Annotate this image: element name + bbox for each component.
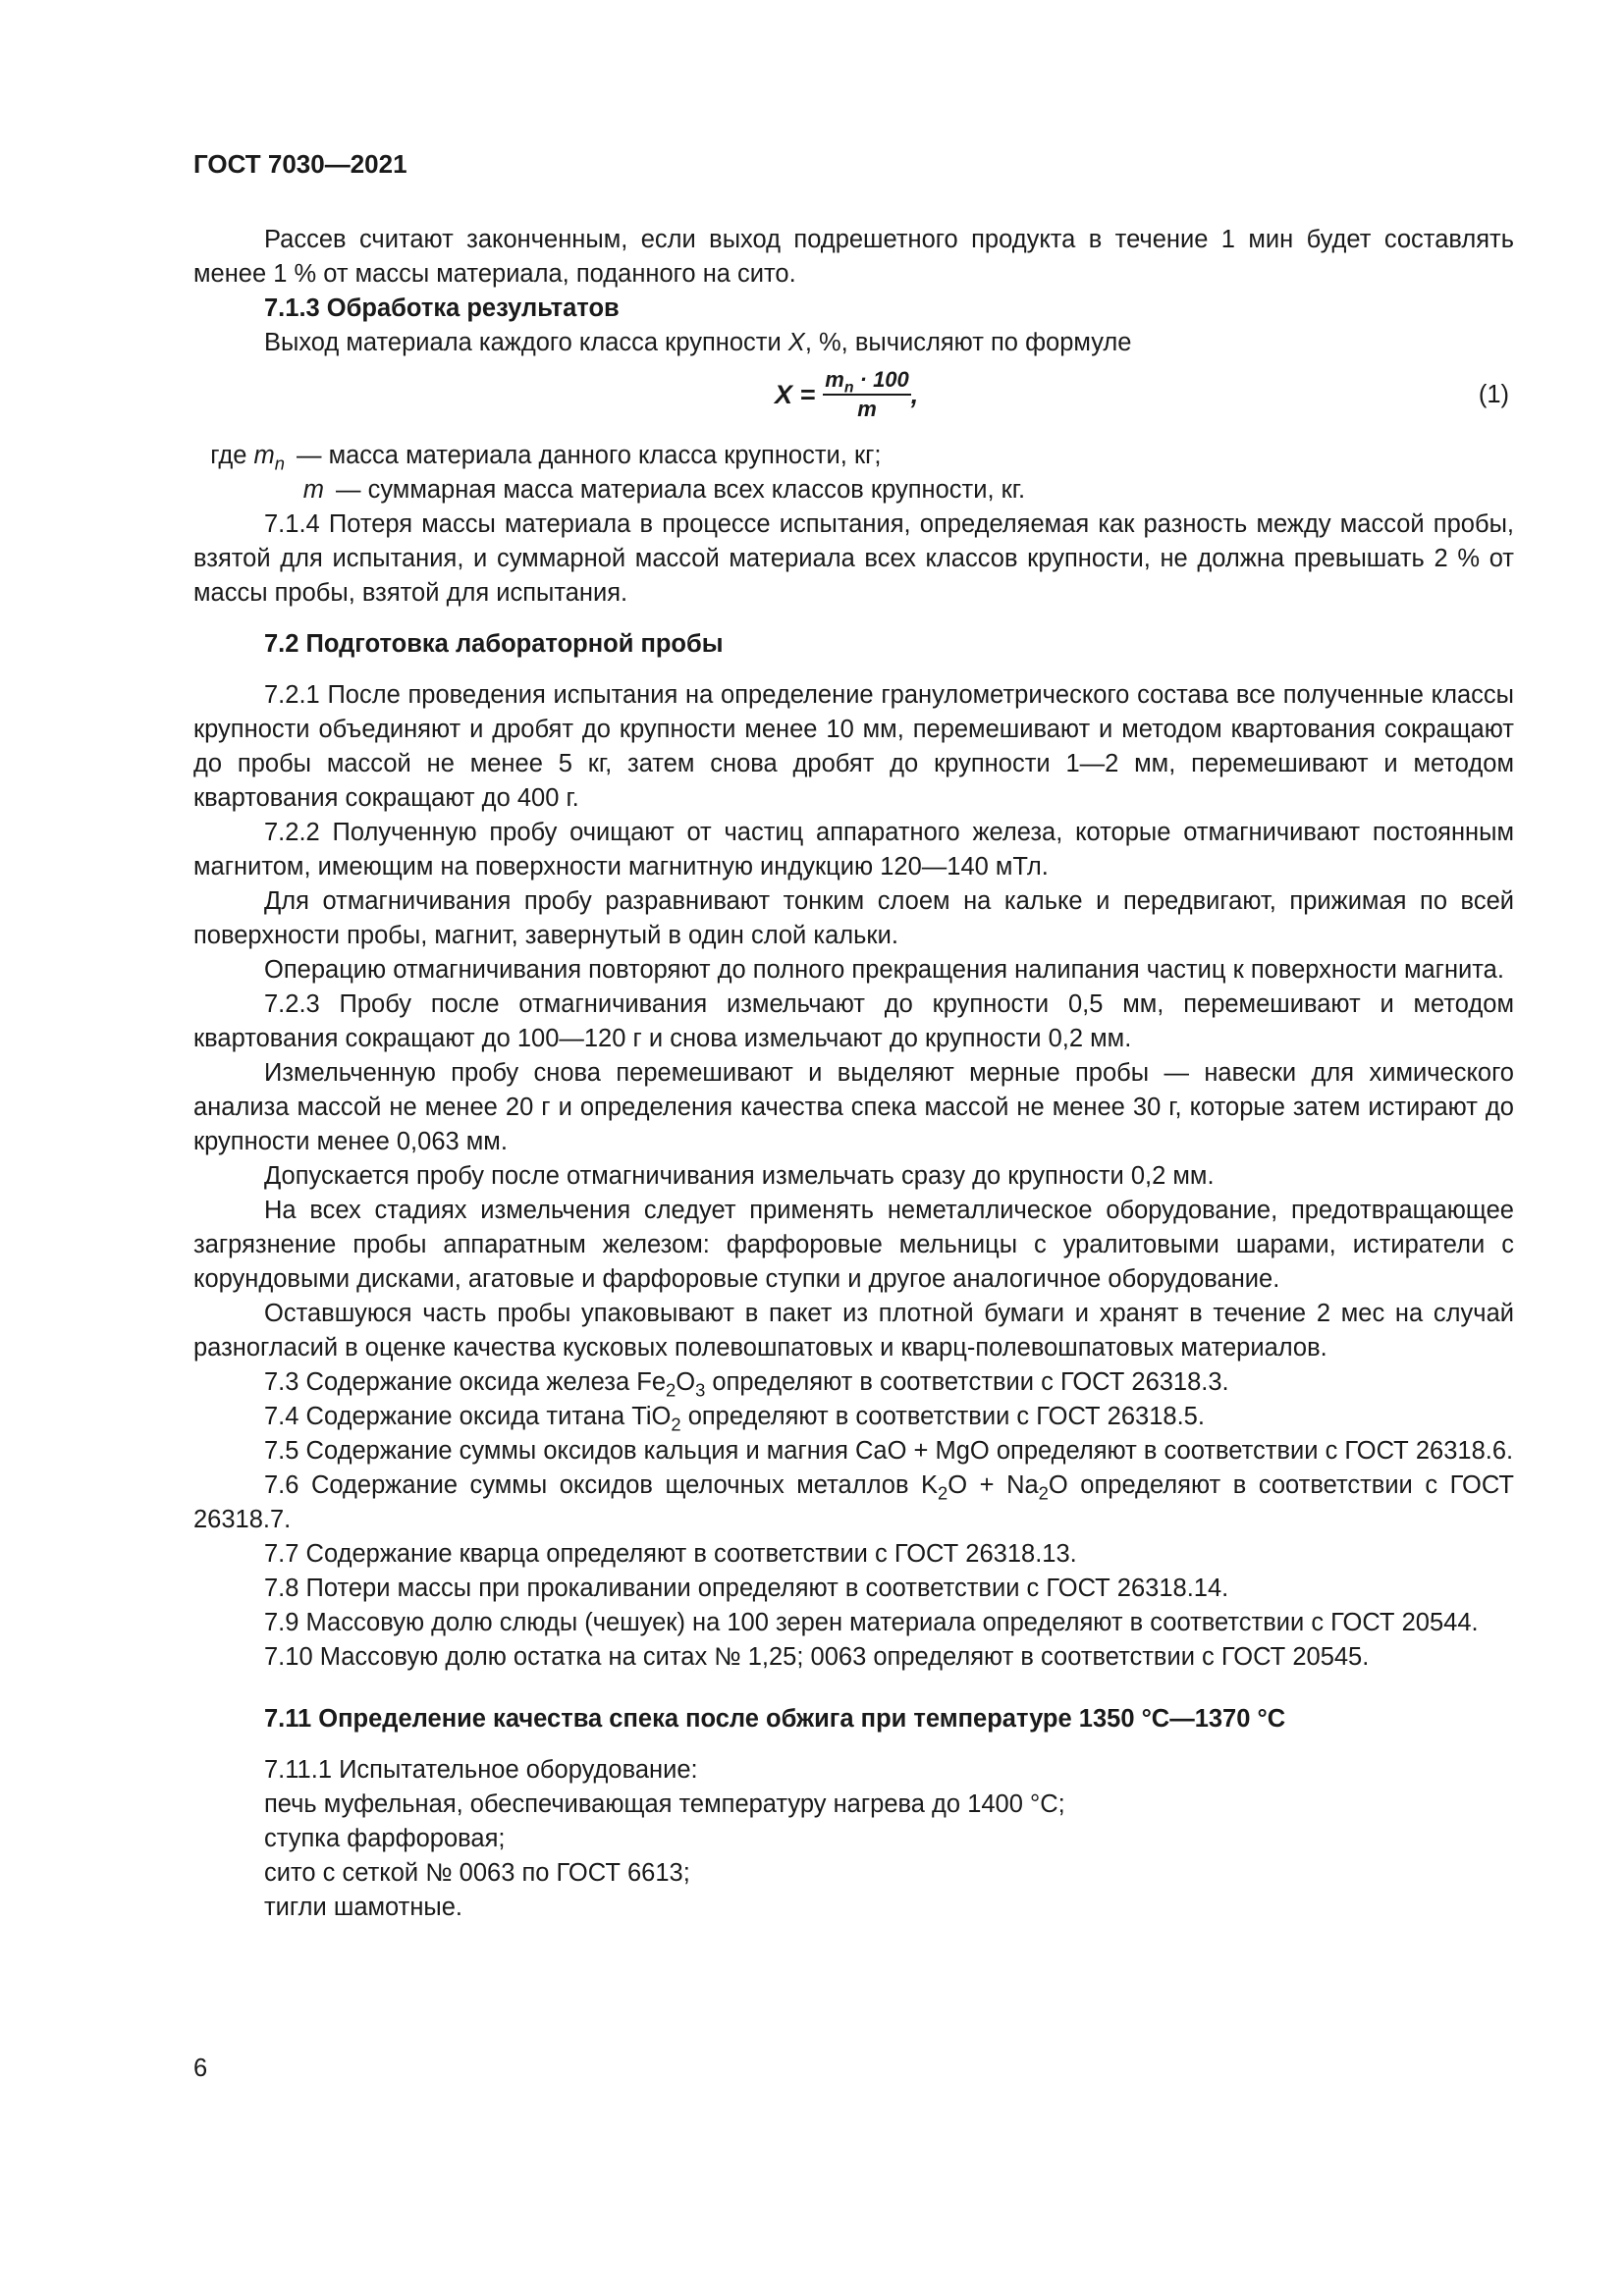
formula-fraction [823, 366, 911, 423]
paragraph-7-6: 7.6 Содержание суммы оксидов щелочных металлов $K_2O + Na_2O$ определяют в соответствии с ГОСТ 26318.7. [193, 1471, 1514, 1533]
paragraph-7-2-2-c: Операцию отмагничивания повторяют до полного прекращения налипания частиц к поверхности магнита. [264, 956, 1504, 984]
paragraph-7-7: 7.7 Содержание кварца определяют в соответствии с ГОСТ 26318.13. [264, 1540, 1077, 1568]
paragraph-7-2-2: 7.2.2 Полученную пробу очищают от частиц аппаратного железа, которые отмагничивают постоянным магнитом, имеющим на поверхности магнитную индукцию 120—140 мТл. [193, 819, 1514, 881]
equipment-list-item: ступка фарфоровая; [264, 1825, 506, 1852]
paragraph-7-2-3-e: Оставшуюся часть пробы упаковывают в пакет из плотной бумаги и хранят в течение 2 мес на случай разногласий в оценке качества кусковых полевошпатовых и кварц-полевошпатовых материалов. [193, 1300, 1514, 1362]
equipment-list-item: сито с сеткой № 0063 по ГОСТ 6613; [264, 1859, 690, 1887]
formula-numerator: $m_n \cdot 100$ [825, 367, 909, 397]
paragraph-7-2-2-b: Для отмагничивания пробу разравнивают тонким слоем на кальке и передвигают, прижимая по всей поверхности пробы, магнит, завернутый в один слой кальки. [193, 887, 1514, 949]
paragraph-sieving-end: Рассев считают законченным, если выход подрешетного продукта в течение 1 мин будет составлять менее 1 % от массы материала, поданного на сито. [193, 226, 1514, 288]
equipment-list-item: 7.11.1 Испытательное оборудование: [264, 1756, 698, 1784]
paragraph-7-5: 7.5 Содержание суммы оксидов кальция и магния CaO + MgO определяют в соответствии с ГОСТ 26318.6. [264, 1437, 1514, 1465]
paragraph-7-1-4: 7.1.4 Потеря массы материала в процессе испытания, определяемая как разность между массой пробы, взятой для испытания, и суммарной массой материала всех классов крупности, не должна превышать 2 % от массы пробы, взятой для испытания. [193, 510, 1514, 607]
where-line-2: m — суммарная масса материала всех классов крупности, кг. [302, 476, 1026, 504]
paragraph-7-10: 7.10 Массовую долю остатка на ситах № 1,25; 0063 определяют в соответствии с ГОСТ 20545. [264, 1643, 1370, 1671]
formula-denominator: m [857, 397, 877, 421]
formula-expression: X = $\frac{m_n \cdot 100}{m}$ , [775, 367, 919, 421]
formula-intro: Выход материала каждого класса крупности X, %, вычисляют по формуле [264, 329, 1132, 356]
heading-7-1-3: 7.1.3 Обработка результатов [264, 294, 620, 322]
where-line-1: где $m_n$ — масса материала данного класса крупности, кг; [210, 442, 882, 474]
paragraph-7-2-1: 7.2.1 После проведения испытания на определение гранулометрического состава все полученные классы крупности объединяют и дробят до крупности менее 10 мм, перемешивают и методом квартования сокращают до пробы массой не менее 5 кг, затем снова дробят до крупности 1—2 мм, перемешивают и методом квартования сокращают до 400 г. [193, 681, 1514, 812]
page-number: 6 [193, 2055, 208, 2082]
equipment-list-item: печь муфельная, обеспечивающая температуру нагрева до 1400 °С; [264, 1790, 1065, 1818]
paragraph-7-2-3-b: Измельченную пробу снова перемешивают и выделяют мерные пробы — навески для химического анализа массой не менее 20 г и определения качества спека массой не менее 30 г, которые затем истирают до крупности менее 0,063 мм. [193, 1059, 1514, 1155]
document-body [193, 223, 1514, 1925]
paragraph-7-9: 7.9 Массовую долю слюды (чешуек) на 100 зерен материала определяют в соответствии с ГОСТ 20544. [264, 1609, 1479, 1636]
heading-7-2: 7.2 Подготовка лабораторной пробы [264, 630, 724, 658]
formula-number: (1) [1478, 381, 1509, 408]
paragraph-7-2-3-c: Допускается пробу после отмагничивания измельчать сразу до крупности 0,2 мм. [264, 1162, 1215, 1190]
paragraph-7-3: 7.3 Содержание оксида железа $Fe_2O_3$ определяют в соответствии с ГОСТ 26318.3. [264, 1368, 1229, 1401]
formula-1 [193, 362, 1514, 433]
paragraph-7-4: 7.4 Содержание оксида титана TiO$_2$ определяют в соответствии с ГОСТ 26318.5. [264, 1403, 1205, 1435]
heading-7-11: 7.11 Определение качества спека после обжига при температуре 1350 °С—1370 °С [264, 1705, 1286, 1733]
paragraph-7-8: 7.8 Потери массы при прокаливании определяют в соответствии с ГОСТ 26318.14. [264, 1575, 1229, 1602]
document-header: ГОСТ 7030—2021 [193, 149, 407, 179]
equipment-list-item: тигли шамотные. [264, 1894, 463, 1921]
paragraph-7-2-3: 7.2.3 Пробу после отмагничивания измельчают до крупности 0,5 мм, перемешивают и методом квартования сокращают до 100—120 г и снова измельчают до крупности 0,2 мм. [193, 990, 1514, 1052]
paragraph-7-2-3-d: На всех стадиях измельчения следует применять неметаллическое оборудование, предотвращающее загрязнение пробы аппаратным железом: фарфоровые мельницы с уралитовыми шарами, истиратели с корундовыми дисками, агатовые и фарфоровые ступки и другое аналогичное оборудование. [193, 1197, 1514, 1293]
